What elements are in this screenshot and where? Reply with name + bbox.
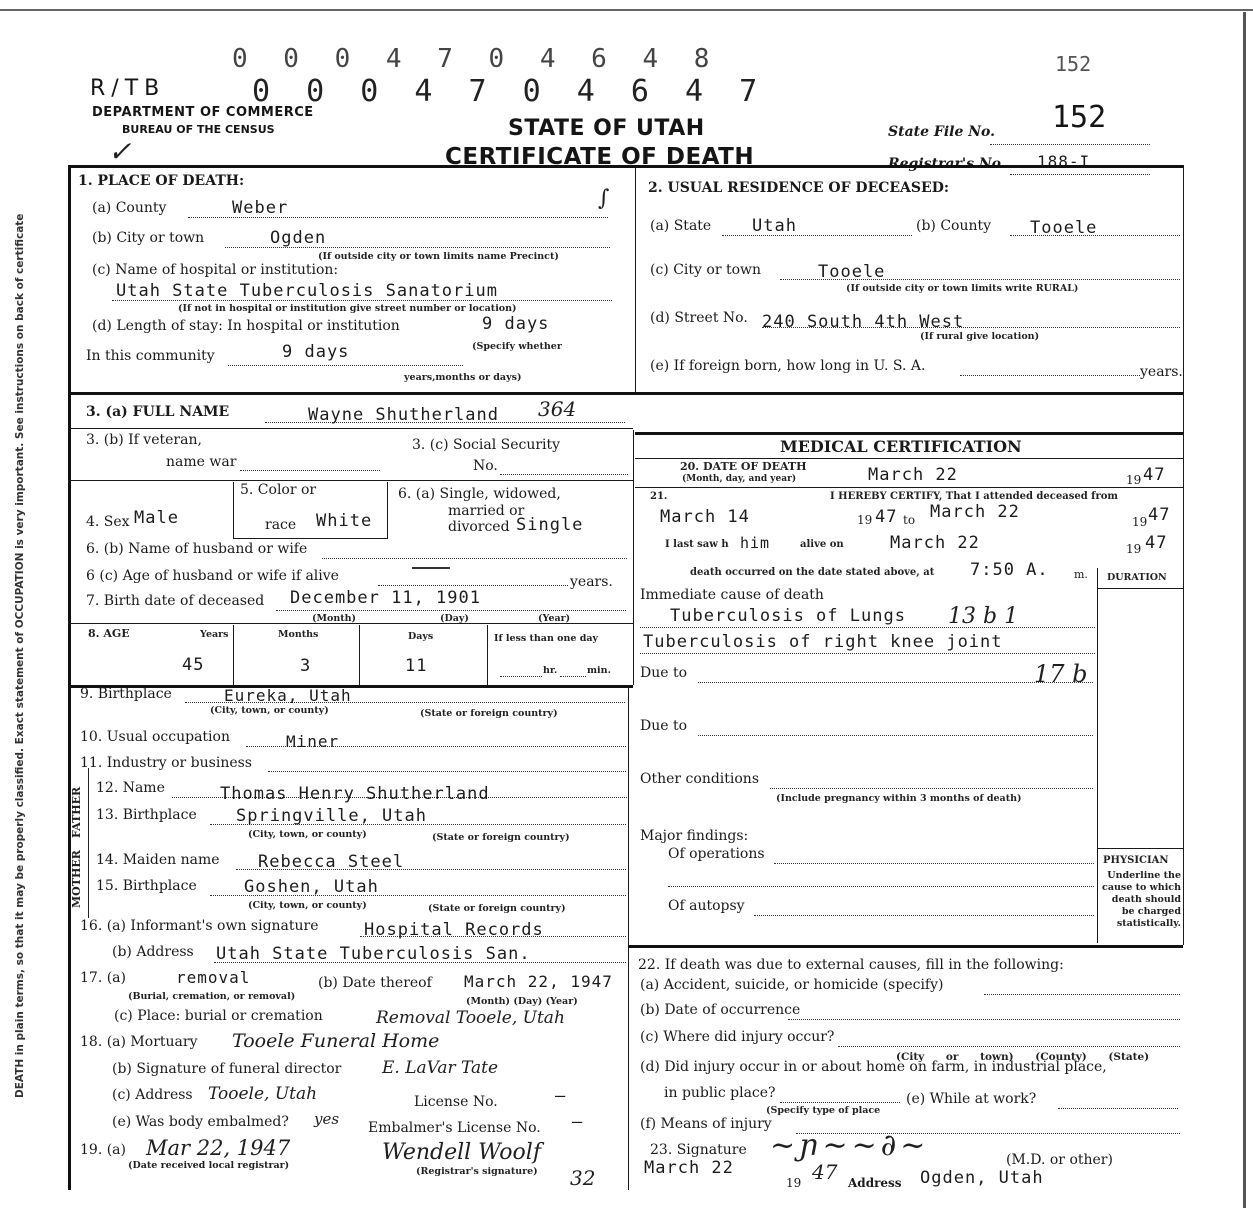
- death-year-value: 47: [1143, 465, 1166, 485]
- external-c-note: (City or town) (County) (State): [896, 1051, 1150, 1063]
- signature-date: March 22: [644, 1158, 734, 1178]
- cause-2-value: Tuberculosis of right knee joint: [643, 632, 1003, 652]
- cause-1-value: Tuberculosis of Lungs: [670, 606, 906, 626]
- disposal-value: removal: [176, 968, 251, 987]
- community-label: In this community: [86, 348, 215, 364]
- res-state-value: Utah: [752, 216, 797, 236]
- received-note: (Date received local registrar): [128, 1160, 290, 1171]
- signature-year: 47: [812, 1160, 838, 1184]
- stay-label: (d) Length of stay: In hospital or institution: [92, 318, 400, 334]
- res-county-value: Tooele: [1030, 218, 1098, 238]
- autopsy-label: Of autopsy: [668, 898, 745, 914]
- mortuary-label: 18. (a) Mortuary: [80, 1034, 198, 1050]
- signature-suffix: (M.D. or other): [1006, 1152, 1113, 1168]
- background-file-no: 152: [1055, 52, 1092, 76]
- father-birthplace-label: 13. Birthplace: [96, 807, 197, 823]
- res-county-label: (b) County: [916, 218, 992, 234]
- physician-note: Underline the cause to which death should be charged statistically.: [1102, 870, 1181, 929]
- state-file-number: 152: [1052, 100, 1107, 135]
- disposal-note: (Burial, cremation, or removal): [128, 991, 296, 1002]
- other-conditions-note: (Include pregnancy within 3 months of death): [776, 793, 1022, 804]
- side-instruction: DEATH in plain terms, so that it may be properly classified. Exact statement of OCCUPATION is very important. See instructions on back of certificate: [14, 213, 26, 1098]
- death-date-label: 20. DATE OF DEATH: [680, 460, 807, 473]
- disposal-label: 17. (a): [80, 970, 126, 986]
- res-street-label: (d) Street No.: [650, 310, 748, 326]
- time-suffix: m.: [1074, 568, 1088, 581]
- last-saw-who: him: [740, 534, 771, 552]
- certificate-serial: 0 0 0 4 7 0 4 6 4 7: [252, 74, 767, 109]
- external-e: (e) While at work?: [906, 1091, 1037, 1107]
- full-name-value: Wayne Shutherland: [308, 405, 499, 425]
- disposal-place-value: Removal Tooele, Utah: [376, 1008, 565, 1028]
- background-serial: 0 0 0 4 7 0 4 6 4 8: [232, 44, 720, 74]
- month-note: (Month): [312, 613, 357, 624]
- external-f: (f) Means of injury: [640, 1116, 772, 1132]
- embalmer-label: Embalmer's License No.: [368, 1120, 541, 1136]
- disposal-date-value: March 22, 1947: [464, 972, 613, 991]
- ssn-no-label: No.: [473, 458, 498, 474]
- city-value: Ogden: [270, 228, 327, 248]
- stay-value: 9 days: [482, 314, 550, 334]
- age-less-label: If less than one day: [494, 633, 599, 644]
- external-d-note: (Specify type of place: [766, 1105, 881, 1116]
- community-value: 9 days: [282, 342, 350, 362]
- year-note: (Year): [538, 613, 571, 624]
- cause-1-code: 13 b 1: [948, 604, 1019, 629]
- marital-label-3: divorced: [448, 519, 510, 535]
- res-street-value: 240 South 4th West: [762, 312, 965, 332]
- res-foreign-suffix: years.: [1140, 364, 1183, 380]
- father-birthplace-value: Springville, Utah: [236, 806, 427, 826]
- age-months-value: 3: [300, 656, 312, 676]
- father-state-note: (State or foreign country): [432, 832, 570, 843]
- external-c: (c) Where did injury occur?: [640, 1029, 835, 1045]
- registrar-signature: Wendell Woolf: [382, 1140, 541, 1165]
- res-city-note: (If outside city or town limits write RURAL): [846, 283, 1079, 294]
- director-label: (b) Signature of funeral director: [112, 1061, 342, 1077]
- informant-sig-label: 16. (a) Informant's own signature: [80, 918, 319, 934]
- spouse-age-suffix: years.: [570, 574, 613, 590]
- funeral-address-value: Tooele, Utah: [208, 1084, 318, 1104]
- birthplace-value: Eureka, Utah: [224, 686, 352, 705]
- county-value: Weber: [232, 198, 289, 218]
- scan-edge-top: [0, 9, 1253, 11]
- city-note: (If outside city or town limits name Precinct): [318, 251, 559, 262]
- signature-year-prefix: 19: [786, 1176, 802, 1190]
- birthplace-label: 9. Birthplace: [80, 686, 172, 702]
- due-to-1-code: 17 b: [1034, 660, 1088, 688]
- major-findings-label: Major findings:: [640, 828, 749, 844]
- sex-label: 4. Sex: [86, 514, 130, 530]
- mother-name-value: Rebecca Steel: [258, 852, 405, 872]
- hr-label: hr.: [543, 665, 558, 676]
- hospital-note: (If not in hospital or institution give street number or location): [178, 303, 517, 314]
- other-conditions-label: Other conditions: [640, 771, 760, 787]
- registrar-note: (Registrar's signature): [416, 1166, 538, 1177]
- embalmed-value: yes: [314, 1110, 340, 1128]
- birth-date-label: 7. Birth date of deceased: [86, 593, 265, 609]
- marital-label-2: married or: [448, 503, 525, 519]
- attended-from-prefix: 19: [857, 513, 873, 527]
- res-city-value: Tooele: [818, 262, 886, 282]
- age-label: 8. AGE: [88, 627, 130, 640]
- mother-birthplace-label: 15. Birthplace: [96, 878, 197, 894]
- mother-state-note: (State or foreign country): [428, 903, 566, 914]
- father-city-note: (City, town, or county): [248, 829, 367, 840]
- due-to-2-label: Due to: [640, 718, 688, 734]
- informant-sig-value: Hospital Records: [364, 920, 544, 940]
- physician-label: PHYSICIAN: [1103, 855, 1169, 866]
- last-saw-label: I last saw h: [665, 539, 729, 550]
- registrar-number-mark: 32: [570, 1166, 596, 1190]
- embalmed-label: (e) Was body embalmed?: [112, 1114, 289, 1130]
- informant-address-value: Utah State Tuberculosis San.: [216, 944, 531, 964]
- disposal-date-note: (Month) (Day) (Year): [466, 996, 578, 1007]
- mortuary-value: Tooele Funeral Home: [232, 1030, 440, 1052]
- physician-signature: ~ɲ∼~∂~: [770, 1128, 930, 1163]
- state-file-label: State File No.: [888, 124, 996, 140]
- sex-value: Male: [134, 508, 179, 528]
- funeral-address-label: (c) Address: [112, 1087, 193, 1103]
- external-a: (a) Accident, suicide, or homicide (specify): [640, 977, 944, 993]
- director-value: E. LaVar Tate: [382, 1058, 499, 1078]
- attended-from-value: March 14: [660, 507, 750, 527]
- immediate-cause-label: Immediate cause of death: [640, 587, 824, 603]
- check-mark: ✓: [108, 135, 132, 168]
- registrar-label: Registrar's No.: [888, 156, 1006, 172]
- day-note: (Day): [440, 613, 469, 624]
- res-street-note: (If rural give location): [920, 331, 1040, 342]
- industry-label: 11. Industry or business: [80, 755, 252, 771]
- race-label: race: [265, 517, 297, 533]
- medical-heading: MEDICAL CERTIFICATION: [780, 437, 1022, 456]
- attended-to-label: to: [903, 513, 916, 527]
- father-name-value: Thomas Henry Shutherland: [220, 784, 490, 804]
- operations-label: Of operations: [668, 846, 765, 862]
- external-d-2: in public place?: [664, 1085, 776, 1101]
- informant-address-label: (b) Address: [112, 944, 194, 960]
- due-to-1-label: Due to: [640, 665, 688, 681]
- embalmer-value: —: [572, 1112, 584, 1132]
- mother-birthplace-value: Goshen, Utah: [244, 877, 379, 897]
- age-years-label: Years: [200, 629, 229, 640]
- signature-label: 23. Signature: [650, 1142, 747, 1158]
- res-city-label: (c) City or town: [650, 262, 762, 278]
- father-name-label: 12. Name: [96, 780, 165, 796]
- spouse-age-label: 6 (c) Age of husband or wife if alive: [86, 568, 339, 584]
- residence-heading: 2. USUAL RESIDENCE OF DECEASED:: [648, 180, 950, 196]
- age-days-label: Days: [408, 631, 434, 642]
- license-label: License No.: [414, 1094, 498, 1110]
- disposal-place-label: (c) Place: burial or cremation: [114, 1008, 323, 1024]
- mother-city-note: (City, town, or county): [248, 900, 367, 911]
- signature-address: Ogden, Utah: [920, 1168, 1044, 1188]
- alive-label: alive on: [800, 539, 844, 550]
- duration-label: DURATION: [1107, 572, 1167, 583]
- state-heading: STATE OF UTAH: [508, 116, 705, 141]
- alive-year-prefix: 19: [1126, 542, 1142, 556]
- external-b: (b) Date of occurrence: [640, 1002, 801, 1018]
- scan-edge-right: [1243, 12, 1246, 1208]
- disposal-date-label: (b) Date thereof: [318, 975, 432, 991]
- signature-address-label: Address: [848, 1176, 902, 1190]
- specify-note: (Specify whether: [472, 341, 562, 352]
- spouse-label: 6. (b) Name of husband or wife: [86, 541, 308, 557]
- race-value: White: [316, 511, 373, 531]
- birthplace-note-2: (State or foreign country): [420, 708, 558, 719]
- occupation-label: 10. Usual occupation: [80, 729, 230, 745]
- veteran-label: 3. (b) If veteran,: [86, 432, 202, 448]
- external-heading: 22. If death was due to external causes, fill in the following:: [638, 957, 1064, 973]
- hospital-value: Utah State Tuberculosis Sanatorium: [116, 281, 498, 301]
- death-year-prefix: 19: [1126, 473, 1142, 487]
- color-label: 5. Color or: [240, 482, 317, 498]
- received-value: Mar 22, 1947: [146, 1136, 291, 1160]
- time-value: 7:50 A.: [970, 560, 1049, 580]
- external-d: (d) Did injury occur in or about home on farm, in industrial place,: [640, 1059, 1107, 1075]
- full-name-code: 364: [538, 397, 577, 421]
- margin-mark: ∫: [598, 186, 610, 211]
- war-label: name war: [166, 454, 237, 470]
- death-date-sub: (Month, day, and year): [682, 474, 797, 484]
- ssn-label: 3. (c) Social Security: [412, 437, 561, 453]
- alive-year: 47: [1145, 533, 1168, 553]
- min-label: min.: [587, 665, 611, 676]
- age-months-label: Months: [278, 629, 319, 640]
- birth-date-value: December 11, 1901: [290, 588, 481, 608]
- marital-value: Single: [516, 515, 584, 535]
- city-label: (b) City or town: [92, 230, 205, 246]
- department-label: DEPARTMENT OF COMMERCE: [92, 105, 314, 120]
- document-title: CERTIFICATE OF DEATH: [445, 144, 755, 170]
- age-days-value: 11: [405, 656, 428, 676]
- occupation-value: Miner: [286, 732, 340, 751]
- attended-to-value: March 22: [930, 502, 1020, 522]
- county-label: (a) County: [92, 200, 167, 216]
- father-vertical-label: FATHER: [70, 786, 83, 838]
- license-value: —: [555, 1086, 567, 1106]
- hospital-label: (c) Name of hospital or institution:: [92, 262, 339, 278]
- death-date-value: March 22: [868, 465, 958, 485]
- certify-number: 21.: [650, 491, 668, 502]
- certify-label: I HEREBY CERTIFY, That I attended deceased from: [830, 491, 1119, 502]
- birthplace-note: (City, town, or county): [210, 705, 329, 716]
- mother-vertical-label: MOTHER: [70, 850, 83, 908]
- attended-to-year: 47: [1148, 505, 1171, 525]
- mother-name-label: 14. Maiden name: [96, 852, 220, 868]
- place-of-death-heading: 1. PLACE OF DEATH:: [78, 173, 245, 189]
- marital-label: 6. (a) Single, widowed,: [398, 486, 561, 502]
- alive-on-value: March 22: [890, 533, 980, 553]
- rtb-mark: R/TB: [90, 76, 166, 101]
- attended-from-year: 47: [875, 507, 898, 527]
- registrar-number: 188-I: [1037, 152, 1091, 171]
- occurred-label: death occurred on the date stated above, at: [690, 567, 935, 578]
- age-years-value: 45: [182, 655, 205, 675]
- specify-note-2: years,months or days): [404, 372, 522, 383]
- full-name-label: 3. (a) FULL NAME: [86, 404, 230, 420]
- res-state-label: (a) State: [650, 218, 712, 234]
- res-foreign-label: (e) If foreign born, how long in U. S. A.: [650, 358, 926, 374]
- bureau-label: BUREAU OF THE CENSUS: [122, 123, 275, 136]
- attended-to-prefix: 19: [1132, 515, 1148, 529]
- received-label: 19. (a): [80, 1142, 126, 1158]
